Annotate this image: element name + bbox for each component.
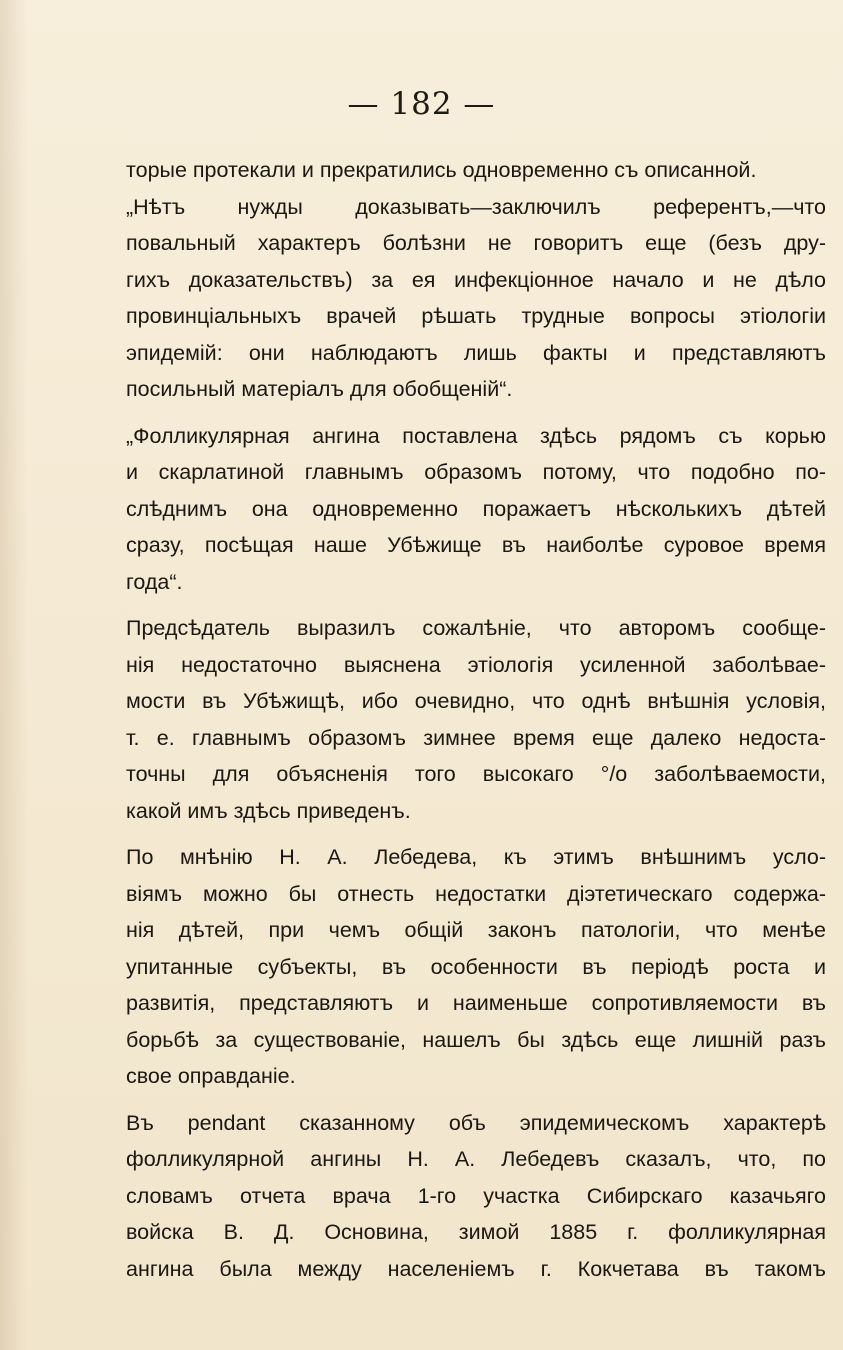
text-line: эпидемій: они наблюдаютъ лишь факты и представляютъ [126,340,826,365]
paragraph-gap [126,1095,826,1105]
paragraph-gap [126,408,826,418]
text-line: словамъ отчета врача 1-го участка Сибирскаго казачьяго [126,1183,826,1208]
text-line: т. е. главнымъ образомъ зимнее время еще далеко недоста- [126,725,826,750]
text-line: ангина была между населеніемъ г. Кокчетава въ такомъ [126,1256,826,1281]
text-line: и скарлатиной главнымъ образомъ потому, что подобно по- [126,460,826,484]
text-line: мости въ Убѣжищѣ, ибо очевидно, что однѣ внѣшнія условія, [126,689,826,713]
text-line: упитанные субъекты, въ особенности въ періодѣ роста и [126,954,826,979]
text-line: „Фолликулярная ангина поставлена здѣсь рядомъ съ корью [126,423,826,448]
text-line: віямъ можно бы отнесть недостатки діэтетическаго содержа- [126,881,826,906]
text-line: нія недостаточно выяснена этіологія усиленной заболѣвае- [126,652,826,677]
text-line: какой имъ здѣсь приведенъ. [126,798,411,823]
text-line: „Нѣтъ нужды доказывать—заключилъ референтъ,—что [126,194,826,219]
text-line: провинціальныхъ врачей рѣшать трудные вопросы этіологіи [126,304,826,328]
paragraph-gap [126,829,826,839]
text-line: слѣднимъ она одновременно поражаетъ нѣсколькихъ дѣтей [126,496,826,521]
text-line: фолликулярной ангины Н. А. Лебедевъ сказалъ, что, по [126,1147,826,1171]
text-line: повальный характеръ болѣзни не говоритъ еще (безъ дру- [126,231,826,255]
text-line: нія дѣтей, при чемъ общій законъ патологіи, что менѣе [126,918,826,942]
text-line: войска В. Д. Основина, зимой 1885 г. фолликулярная [126,1220,826,1244]
text-line: борьбѣ за существованіе, нашелъ бы здѣсь еще лишній разъ [126,1027,826,1052]
text-line: гихъ доказательствъ) за ея инфекціонное начало и не дѣло [126,267,826,292]
text-line: торые протекали и прекратились одновременно съ описанной. [126,158,757,182]
text-line: точны для объясненія того высокаго °/о заболѣваемости, [126,762,826,786]
body-text [126,152,826,1287]
text-line: года“. [126,569,183,594]
paragraph-gap [126,600,826,610]
page-number: — 182 — [347,86,496,122]
text-line: свое оправданіе. [126,1064,296,1088]
text-line: сразу, посѣщая наше Убѣжище въ наиболѣе суровое время [126,533,826,557]
text-line: посильный матеріалъ для обобщеній“. [126,377,513,401]
text-line: развитія, представляютъ и наименьше сопротивляемости въ [126,991,826,1015]
text-line: Въ pendant сказанному объ эпидемическомъ характерѣ [126,1110,826,1135]
text-line: Предсѣдатель выразилъ сожалѣніе, что авторомъ сообще- [126,616,826,640]
text-line: По мнѣнію Н. А. Лебедева, къ этимъ внѣшнимъ усло- [126,845,826,869]
